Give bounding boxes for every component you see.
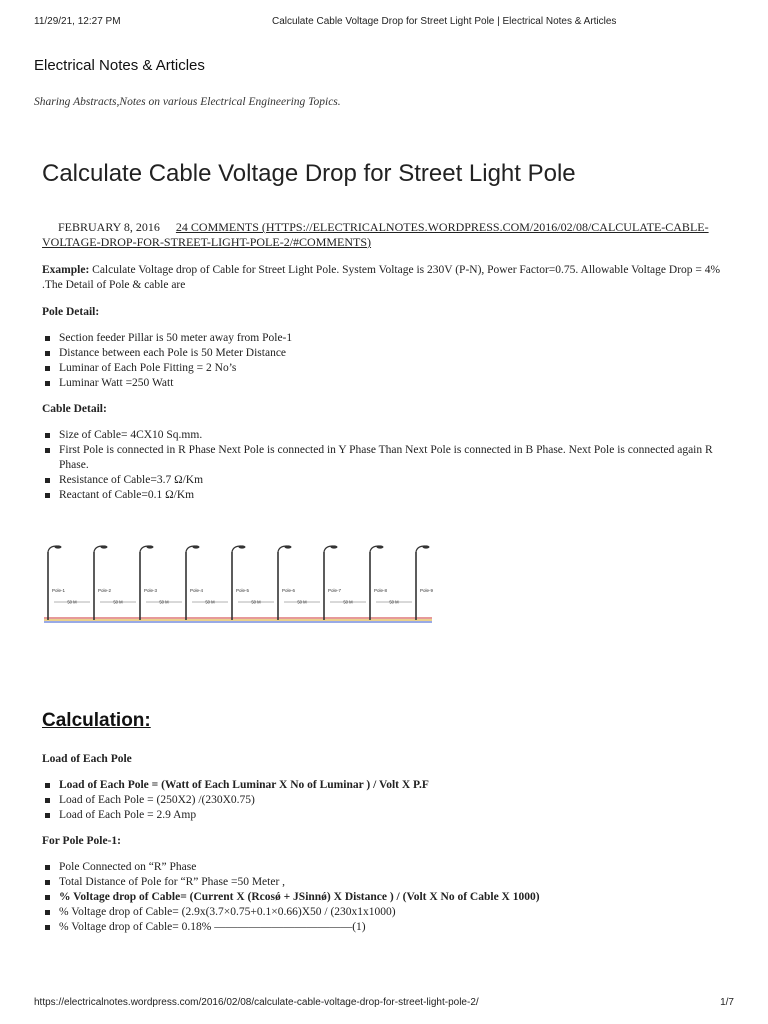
print-page-number: 1/7 bbox=[720, 997, 734, 1008]
lamp-head-icon bbox=[147, 545, 154, 548]
lamp-head-icon bbox=[55, 545, 62, 548]
list-item: Section feeder Pillar is 50 meter away from Pole-1 bbox=[42, 331, 732, 346]
span-dimension bbox=[54, 600, 90, 605]
list-item: Pole Connected on “R” Phase bbox=[42, 860, 732, 875]
pole-detail-heading: Pole Detail: bbox=[42, 306, 100, 318]
list-item: Load of Each Pole = (Watt of Each Luminar X No of Luminar ) / Volt X P.F bbox=[42, 778, 732, 793]
list-item: Luminar of Each Pole Fitting = 2 No’s bbox=[42, 361, 732, 376]
pole-label: Pole-1 bbox=[52, 588, 66, 593]
pole-label: Pole-3 bbox=[144, 588, 158, 593]
list-item: First Pole is connected in R Phase Next Pole is connected in Y Phase Than Next Pole is connected in B Phase. Next Pole is connected again R Phase. bbox=[42, 443, 732, 473]
span-dimension bbox=[330, 600, 366, 605]
list-item: Resistance of Cable=3.7 Ω/Km bbox=[42, 473, 732, 488]
span-dimension bbox=[376, 600, 412, 605]
calculation-heading: Calculation: bbox=[42, 710, 151, 731]
span-label: 50 M bbox=[297, 599, 307, 605]
load-list bbox=[42, 778, 732, 823]
street-light-pole-diagram bbox=[40, 536, 440, 646]
lamp-head-icon bbox=[377, 545, 384, 548]
example-label: Example: bbox=[42, 264, 90, 276]
pole-label: Pole-9 bbox=[420, 588, 434, 593]
list-item: % Voltage drop of Cable= (Current X (Rcosǿ + JSinnǿ) X Distance ) / (Volt X No of Cable X 1000) bbox=[42, 890, 732, 905]
post-date: FEBRUARY 8, 2016 bbox=[58, 220, 160, 234]
lamp-head-icon bbox=[193, 545, 200, 548]
lamp-head-icon bbox=[423, 545, 430, 548]
post-content bbox=[42, 263, 732, 946]
pole-figure bbox=[324, 545, 342, 620]
example-text: Calculate Voltage drop of Cable for Street Light Pole. System Voltage is 230V (P-N), Power Factor=0.75. Allowable Voltage Drop = 4% .The Detail of Pole & cable are bbox=[42, 264, 721, 291]
pole-figure bbox=[370, 545, 388, 620]
pole-detail-list bbox=[42, 331, 732, 391]
span-label: 50 M bbox=[343, 599, 353, 605]
span-label: 50 M bbox=[159, 599, 169, 605]
list-item: Load of Each Pole = (250X2) /(230X0.75) bbox=[42, 793, 732, 808]
pole-label: Pole-6 bbox=[282, 588, 296, 593]
list-item: Total Distance of Pole for “R” Phase =50 Meter , bbox=[42, 875, 732, 890]
span-label: 50 M bbox=[205, 599, 215, 605]
list-item: Distance between each Pole is 50 Meter Distance bbox=[42, 346, 732, 361]
list-item: Size of Cable= 4CX10 Sq.mm. bbox=[42, 428, 732, 443]
pole-label: Pole-8 bbox=[374, 588, 388, 593]
span-dimension bbox=[238, 600, 274, 605]
print-url: https://electricalnotes.wordpress.com/2016/02/08/calculate-cable-voltage-drop-for-street-light-pole-2/ bbox=[34, 997, 479, 1008]
lamp-head-icon bbox=[331, 545, 338, 548]
pole-figure bbox=[48, 545, 66, 620]
comments-link[interactable]: 24 COMMENTS (HTTPS://ELECTRICALNOTES.WORDPRESS.COM/2016/02/08/CALCULATE-CABLE-VOLTAGE-DROP-FOR-STREET-LIGHT-POLE-2/#COMMENTS) bbox=[42, 220, 709, 249]
post-meta bbox=[42, 220, 732, 250]
pole-figure bbox=[278, 545, 296, 620]
print-doc-title: Calculate Cable Voltage Drop for Street Light Pole | Electrical Notes & Articles bbox=[272, 16, 617, 27]
pole1-heading: For Pole Pole-1: bbox=[42, 835, 121, 847]
pole-figure bbox=[140, 545, 158, 620]
pole-figure bbox=[94, 545, 112, 620]
cable-detail-list bbox=[42, 428, 732, 503]
pole1-list bbox=[42, 860, 732, 935]
pole-figure bbox=[232, 545, 250, 620]
post-title: Calculate Cable Voltage Drop for Street Light Pole bbox=[42, 160, 576, 187]
span-label: 50 M bbox=[251, 599, 261, 605]
lamp-head-icon bbox=[239, 545, 246, 548]
pole-label: Pole-5 bbox=[236, 588, 250, 593]
print-header bbox=[34, 16, 734, 30]
cable-detail-heading: Cable Detail: bbox=[42, 403, 107, 415]
load-heading: Load of Each Pole bbox=[42, 753, 132, 765]
site-tagline: Sharing Abstracts,Notes on various Electrical Engineering Topics. bbox=[34, 96, 341, 108]
list-item: Reactant of Cable=0.1 Ω/Km bbox=[42, 488, 732, 503]
list-item: Load of Each Pole = 2.9 Amp bbox=[42, 808, 732, 823]
lamp-head-icon bbox=[101, 545, 108, 548]
site-title-link[interactable]: Electrical Notes & Articles bbox=[34, 57, 205, 74]
pole-label: Pole-4 bbox=[190, 588, 204, 593]
span-dimension bbox=[100, 600, 136, 605]
list-item: % Voltage drop of Cable= 0.18% ————————————(1) bbox=[42, 920, 732, 935]
span-dimension bbox=[284, 600, 320, 605]
span-dimension bbox=[146, 600, 182, 605]
pole-label: Pole-7 bbox=[328, 588, 342, 593]
span-label: 50 M bbox=[67, 599, 77, 605]
example-paragraph bbox=[42, 263, 732, 293]
lamp-head-icon bbox=[285, 545, 292, 548]
pole-figure bbox=[186, 545, 204, 620]
span-label: 50 M bbox=[389, 599, 399, 605]
span-dimension bbox=[192, 600, 228, 605]
pole-figure bbox=[416, 545, 434, 620]
pole-label: Pole-2 bbox=[98, 588, 112, 593]
list-item: Luminar Watt =250 Watt bbox=[42, 376, 732, 391]
list-item: % Voltage drop of Cable= (2.9x(3.7×0.75+0.1×0.66)X50 / (230x1x1000) bbox=[42, 905, 732, 920]
print-datetime: 11/29/21, 12:27 PM bbox=[34, 16, 121, 27]
print-footer bbox=[34, 997, 734, 1011]
span-label: 50 M bbox=[113, 599, 123, 605]
